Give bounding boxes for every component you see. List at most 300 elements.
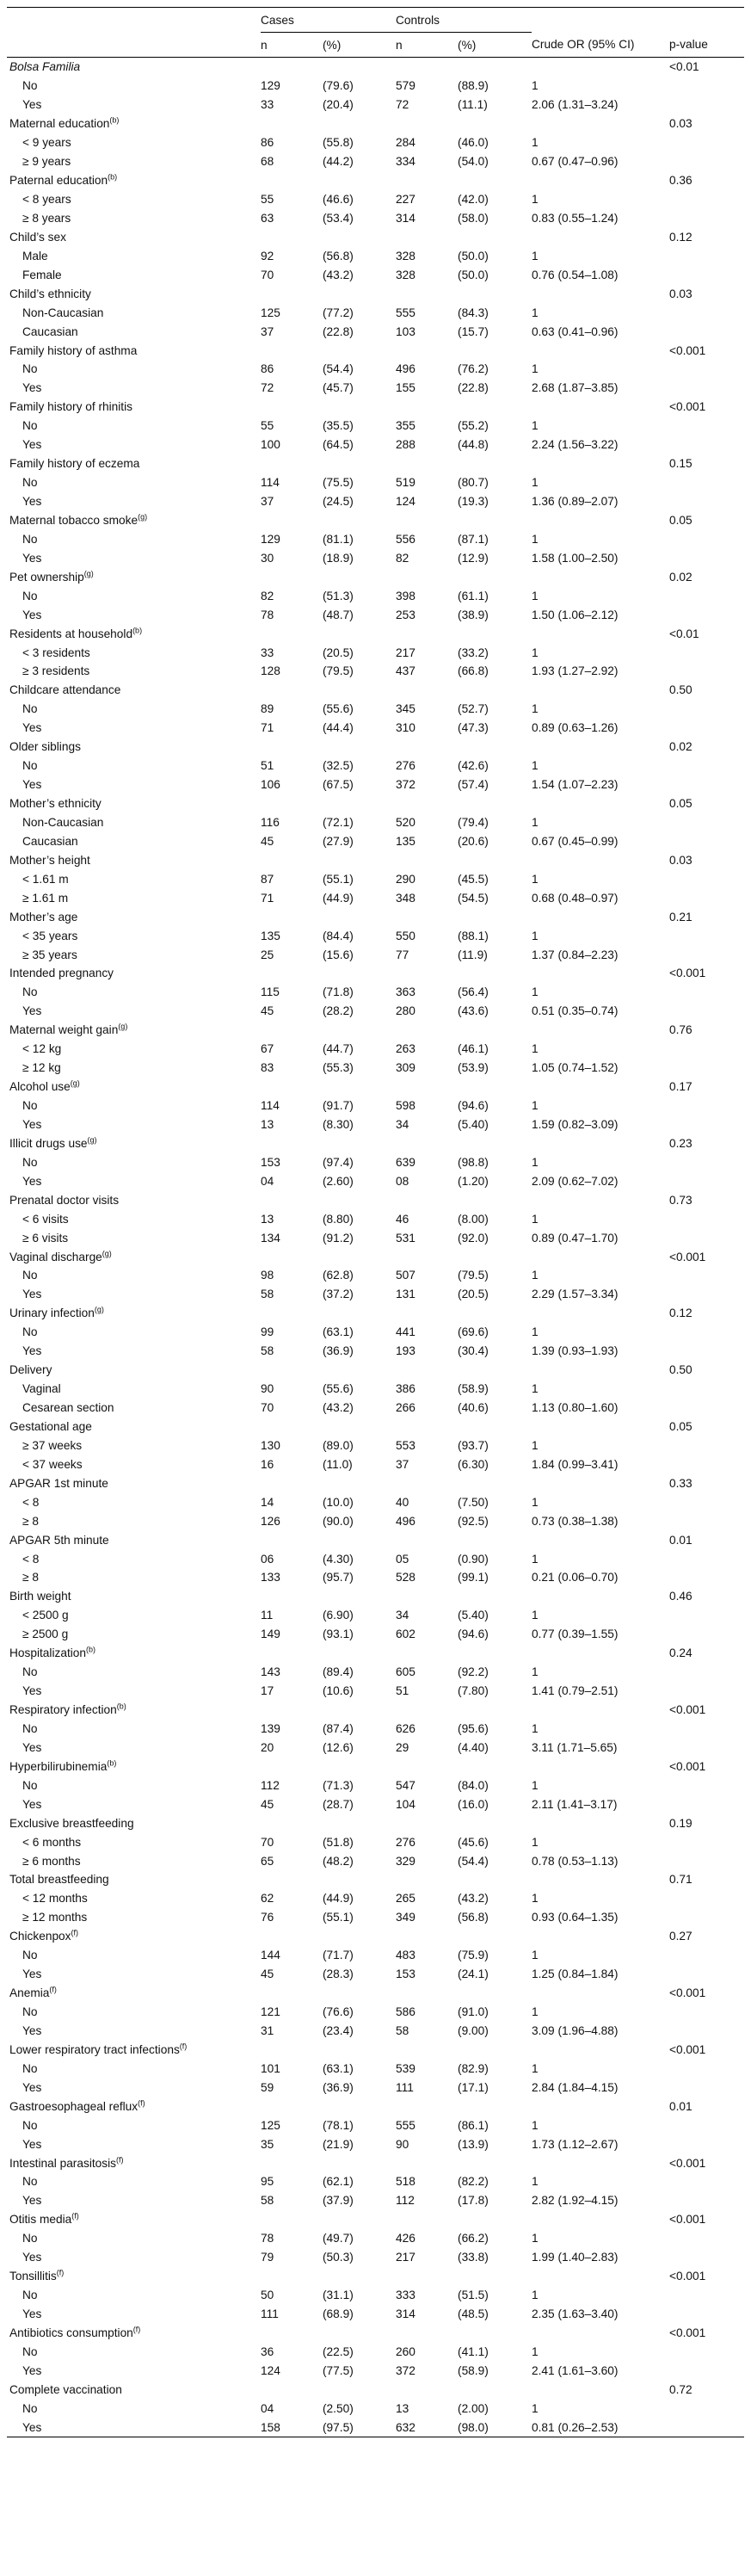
cases-n-cell: 25 — [261, 948, 274, 961]
empty-cell — [396, 2267, 458, 2286]
level-label: Cesarean section — [22, 1401, 114, 1415]
cases-pct-cell: (28.2) — [323, 1004, 354, 1018]
pvalue-cell: 0.03 — [669, 287, 693, 300]
level-row — [7, 1568, 744, 1587]
level-label: Yes — [22, 1797, 42, 1811]
empty-cell — [261, 1473, 323, 1492]
crude-or-cell: 2.41 (1.61–3.60) — [532, 2363, 619, 2377]
variable-name: Complete vaccination — [9, 2382, 122, 2396]
variable-name: Hyperbilirubinemia — [9, 1759, 108, 1773]
empty-cell — [532, 1021, 669, 1040]
cases-pct-cell: (44.4) — [323, 721, 354, 735]
crude-or-cell: 1 — [532, 249, 539, 263]
level-label: < 37 weeks — [22, 1457, 83, 1471]
crude-or-cell: 1.50 (1.06–2.12) — [532, 608, 619, 621]
empty-cell — [396, 2153, 458, 2172]
cases-pct-cell: (44.9) — [323, 1892, 354, 1906]
controls-n-cell: 193 — [396, 1344, 416, 1358]
pvalue-cell: <0.001 — [669, 1759, 706, 1773]
cases-n-cell: 33 — [261, 646, 274, 659]
level-row — [7, 2229, 744, 2248]
variable-name: Intestinal parasitosis — [9, 2156, 117, 2170]
empty-cell — [323, 2324, 396, 2343]
level-label: Yes — [22, 98, 42, 112]
cases-n-cell: 36 — [261, 2344, 274, 2358]
controls-n-cell: 314 — [396, 211, 416, 225]
controls-pct-cell: (48.5) — [458, 2307, 489, 2321]
cases-n-cell: 95 — [261, 2175, 274, 2189]
cases-n-cell: 82 — [261, 589, 274, 602]
controls-n-cell: 77 — [396, 948, 409, 961]
controls-n-cell: 496 — [396, 1514, 416, 1528]
cases-n-cell: 124 — [261, 2363, 280, 2377]
empty-cell — [532, 681, 669, 700]
crude-or-cell: 1 — [532, 1665, 539, 1679]
crude-or-cell: 1 — [532, 1212, 539, 1226]
pvalue-cell — [669, 77, 744, 96]
level-label: Caucasian — [22, 834, 78, 848]
empty-cell — [323, 681, 396, 700]
pvalue-cell — [669, 2172, 744, 2191]
pvalue-cell: <0.001 — [669, 1703, 706, 1717]
variable-label — [7, 2153, 261, 2172]
level-label: No — [22, 2005, 38, 2019]
controls-pct-cell: (75.9) — [458, 1949, 489, 1962]
level-label: ≥ 8 — [22, 1571, 39, 1585]
empty-cell — [458, 2040, 532, 2059]
pvalue-cell — [669, 1492, 744, 1511]
controls-pct-cell: (20.6) — [458, 834, 489, 848]
level-label: No — [22, 1778, 38, 1792]
controls-pct-cell: (54.5) — [458, 891, 489, 905]
controls-pct-cell: (45.6) — [458, 1835, 489, 1849]
controls-n-cell: 328 — [396, 249, 416, 263]
cases-pct-cell: (93.1) — [323, 1628, 354, 1641]
header-controls-pct: (%) — [458, 33, 532, 58]
empty-cell — [261, 1190, 323, 1209]
empty-cell — [532, 1247, 669, 1266]
controls-n-cell: 496 — [396, 362, 416, 376]
controls-n-cell: 348 — [396, 891, 416, 905]
crude-or-cell: 1 — [532, 2005, 539, 2019]
controls-n-cell: 227 — [396, 193, 416, 207]
empty-cell — [396, 2210, 458, 2229]
controls-pct-cell: (42.0) — [458, 193, 489, 207]
pvalue-cell — [669, 360, 744, 379]
pvalue-cell — [669, 662, 744, 681]
empty-cell — [261, 2324, 323, 2343]
controls-n-cell: 280 — [396, 1004, 416, 1018]
variable-row — [7, 398, 744, 417]
empty-cell — [323, 1757, 396, 1776]
controls-pct-cell: (30.4) — [458, 1344, 489, 1358]
empty-cell — [396, 1361, 458, 1380]
crude-or-cell: 0.73 (0.38–1.38) — [532, 1514, 619, 1528]
level-row — [7, 2022, 744, 2041]
empty-cell — [532, 398, 669, 417]
empty-cell — [396, 567, 458, 586]
level-row — [7, 1492, 744, 1511]
variable-label — [7, 2040, 261, 2059]
cases-pct-cell: (44.9) — [323, 891, 354, 905]
variable-name: Prenatal doctor visits — [9, 1193, 120, 1207]
controls-n-cell: 441 — [396, 1325, 416, 1339]
controls-pct-cell: (50.0) — [458, 268, 489, 281]
cases-pct-cell: (46.6) — [323, 193, 354, 207]
empty-cell — [323, 1644, 396, 1663]
empty-cell — [458, 850, 532, 869]
variable-row — [7, 738, 744, 757]
cases-pct-cell: (2.50) — [323, 2401, 354, 2415]
variable-name: Gestational age — [9, 1419, 92, 1433]
variable-label — [7, 624, 261, 643]
variable-name: Older siblings — [9, 740, 81, 754]
cases-pct-cell: (4.30) — [323, 1552, 354, 1566]
empty-cell — [323, 398, 396, 417]
level-label: Yes — [7, 2418, 261, 2437]
crude-or-cell: 0.21 (0.06–0.70) — [532, 1571, 619, 1585]
cases-pct-cell: (20.5) — [323, 646, 354, 659]
variable-label — [7, 1813, 261, 1832]
empty-cell — [532, 1078, 669, 1096]
controls-pct-cell: (4.40) — [458, 1740, 489, 1754]
controls-n-cell: 547 — [396, 1778, 416, 1792]
cases-pct-cell: (32.5) — [323, 759, 354, 773]
pvalue-cell — [669, 643, 744, 662]
crude-or-cell: 1 — [532, 306, 539, 319]
controls-n-cell: 51 — [396, 1684, 409, 1698]
empty-cell — [323, 1304, 396, 1323]
controls-n-cell: 349 — [396, 1911, 416, 1924]
crude-or-cell: 1 — [532, 2118, 539, 2132]
level-row — [7, 152, 744, 171]
variable-row — [7, 1304, 744, 1323]
controls-pct-cell: (88.1) — [458, 929, 489, 942]
controls-pct-cell: (66.2) — [458, 2232, 489, 2246]
pvalue-cell: 0.46 — [669, 1590, 693, 1603]
level-row — [7, 379, 744, 398]
crude-or-cell: 1 — [532, 759, 539, 773]
cases-n-cell: 76 — [261, 1911, 274, 1924]
header-crude-or: Crude OR (95% CI) — [532, 33, 669, 58]
crude-or-cell: 1 — [532, 1099, 539, 1113]
variable-name: APGAR 5th minute — [9, 1533, 109, 1547]
level-row — [7, 436, 744, 454]
empty-cell — [396, 794, 458, 813]
variable-label — [7, 1927, 261, 1946]
empty-cell — [261, 454, 323, 473]
empty-cell — [458, 1473, 532, 1492]
controls-n-cell: 104 — [396, 1797, 416, 1811]
level-row — [7, 1720, 744, 1739]
crude-or-cell: 2.35 (1.63–3.40) — [532, 2307, 619, 2321]
cases-pct-cell: (15.6) — [323, 948, 354, 961]
level-label: < 8 — [22, 1495, 40, 1509]
controls-pct-cell: (94.6) — [458, 1628, 489, 1641]
empty-cell — [458, 58, 532, 77]
pvalue-cell — [669, 945, 744, 964]
empty-cell — [458, 1361, 532, 1380]
cases-n-cell: 86 — [261, 362, 274, 376]
cases-n-cell: 139 — [261, 1721, 280, 1735]
empty-cell — [532, 794, 669, 813]
empty-cell — [458, 171, 532, 190]
crude-or-cell: 1 — [532, 476, 539, 490]
controls-n-cell: 290 — [396, 872, 416, 886]
pvalue-cell — [669, 96, 744, 114]
crude-or-cell: 1 — [532, 1552, 539, 1566]
cases-n-cell: 70 — [261, 1401, 274, 1415]
cases-n-cell: 106 — [261, 778, 280, 792]
cases-n-cell: 62 — [261, 1892, 274, 1906]
pvalue-cell — [669, 2116, 744, 2134]
variable-row — [7, 2040, 744, 2059]
crude-or-cell: 0.77 (0.39–1.55) — [532, 1628, 619, 1641]
pvalue-cell: 0.36 — [669, 174, 693, 188]
cases-pct-cell: (36.9) — [323, 1344, 354, 1358]
empty-cell — [532, 227, 669, 246]
cases-pct-cell: (23.4) — [323, 2023, 354, 2037]
crude-or-cell: 1.84 (0.99–3.41) — [532, 1457, 619, 1471]
variable-name: Paternal education — [9, 174, 108, 188]
controls-pct-cell: (52.7) — [458, 702, 489, 716]
empty-cell — [323, 1361, 396, 1380]
level-label: Non-Caucasian — [22, 815, 104, 829]
variable-row — [7, 794, 744, 813]
controls-pct-cell: (42.6) — [458, 759, 489, 773]
variable-name: Exclusive breastfeeding — [9, 1816, 134, 1830]
controls-pct-cell: (11.1) — [458, 98, 488, 112]
level-row — [7, 265, 744, 284]
controls-n-cell: 555 — [396, 2118, 416, 2132]
cases-n-cell: 114 — [261, 1099, 280, 1113]
empty-cell — [396, 2097, 458, 2116]
variable-row — [7, 1870, 744, 1889]
cases-pct-cell: (62.8) — [323, 1269, 354, 1282]
level-label: Caucasian — [22, 324, 78, 338]
empty-cell — [458, 1190, 532, 1209]
crude-or-cell: 1 — [532, 702, 539, 716]
variable-label — [7, 2210, 261, 2229]
controls-pct-cell: (7.80) — [458, 1684, 489, 1698]
variable-row — [7, 511, 744, 530]
level-label: No — [22, 2061, 38, 2075]
variable-label — [7, 850, 261, 869]
pvalue-cell — [669, 1323, 744, 1342]
cases-n-cell: 35 — [261, 2137, 274, 2151]
crude-or-cell: 1 — [532, 1382, 539, 1396]
cases-pct-cell: (71.8) — [323, 985, 354, 999]
empty-cell — [261, 1304, 323, 1323]
controls-pct-cell: (56.8) — [458, 1911, 489, 1924]
cases-n-cell: 121 — [261, 2005, 280, 2019]
empty-cell — [458, 624, 532, 643]
variable-name: Vaginal discharge — [9, 1250, 102, 1263]
controls-pct-cell: (16.0) — [458, 1797, 489, 1811]
controls-n-cell: 345 — [396, 702, 416, 716]
crude-or-cell: 0.76 (0.54–1.08) — [532, 268, 619, 281]
level-row — [7, 831, 744, 850]
crude-or-cell: 2.11 (1.41–3.17) — [532, 1797, 618, 1811]
level-row — [7, 303, 744, 322]
level-row — [7, 2134, 744, 2153]
level-row — [7, 77, 744, 96]
cases-pct-cell: (63.1) — [323, 1325, 354, 1339]
empty-cell — [261, 1021, 323, 1040]
cases-pct-cell: (91.2) — [323, 1231, 354, 1245]
crude-or-cell: 0.68 (0.48–0.97) — [532, 891, 619, 905]
variable-label — [7, 1701, 261, 1720]
table-header — [7, 8, 744, 58]
empty-cell — [261, 2267, 323, 2286]
controls-n-cell: 483 — [396, 1949, 416, 1962]
pvalue-cell: <0.01 — [669, 60, 699, 74]
empty-cell — [323, 1190, 396, 1209]
variable-name: Birth weight — [9, 1590, 71, 1603]
empty-cell — [532, 2267, 669, 2286]
footnote-marker: (f) — [71, 2211, 79, 2221]
level-label: < 1.61 m — [22, 872, 69, 886]
empty-cell — [396, 1757, 458, 1776]
variable-label — [7, 1361, 261, 1380]
empty-cell — [458, 907, 532, 926]
level-row — [7, 757, 744, 775]
controls-n-cell: 72 — [396, 98, 409, 112]
level-row — [7, 2172, 744, 2191]
cases-n-cell: 133 — [261, 1571, 280, 1585]
level-row — [7, 605, 744, 624]
controls-pct-cell: (98.0) — [458, 2418, 532, 2437]
crude-or-cell: 2.24 (1.56–3.22) — [532, 438, 619, 452]
variable-label — [7, 1078, 261, 1096]
variable-name: Tonsillitis — [9, 2270, 57, 2283]
pvalue-cell — [669, 1908, 744, 1927]
pvalue-cell — [669, 417, 744, 436]
level-row — [7, 1549, 744, 1568]
variable-label — [7, 171, 261, 190]
level-row — [7, 1663, 744, 1682]
pvalue-cell: 0.21 — [669, 910, 693, 924]
empty-cell — [458, 794, 532, 813]
variable-row — [7, 1247, 744, 1266]
header-cases-pct: (%) — [323, 33, 396, 58]
variable-name: Maternal tobacco smoke — [9, 513, 139, 527]
variable-row — [7, 567, 744, 586]
controls-pct-cell: (87.1) — [458, 532, 489, 546]
controls-pct-cell: (94.6) — [458, 1099, 489, 1113]
pvalue-cell: 0.02 — [669, 740, 693, 754]
cases-pct-cell: (97.5) — [323, 2418, 396, 2437]
level-label: < 12 months — [22, 1892, 88, 1906]
empty-cell — [458, 1701, 532, 1720]
cases-pct-cell: (8.30) — [323, 1117, 354, 1131]
cases-pct-cell: (2.60) — [323, 1174, 354, 1188]
empty-cell — [396, 1984, 458, 2003]
variable-row — [7, 1701, 744, 1720]
level-label: No — [22, 1325, 38, 1339]
empty-cell — [323, 2380, 396, 2399]
pvalue-cell — [669, 1606, 744, 1625]
level-label: < 9 years — [22, 136, 71, 150]
empty-cell — [396, 738, 458, 757]
empty-cell — [532, 511, 669, 530]
pvalue-cell — [669, 1511, 744, 1530]
crude-or-cell: 1 — [532, 1269, 539, 1282]
crude-or-cell: 0.93 (0.64–1.35) — [532, 1911, 619, 1924]
cases-n-cell: 45 — [261, 1797, 274, 1811]
level-label: Yes — [22, 778, 42, 792]
cases-n-cell: 70 — [261, 1835, 274, 1849]
empty-cell — [458, 964, 532, 983]
pvalue-cell — [669, 926, 744, 945]
level-label: No — [22, 589, 38, 602]
level-label: < 2500 g — [22, 1609, 69, 1622]
cases-pct-cell: (10.0) — [323, 1495, 354, 1509]
controls-pct-cell: (8.00) — [458, 1212, 489, 1226]
footnote-marker: (g) — [87, 1135, 97, 1145]
level-row — [7, 1399, 744, 1418]
level-label: Female — [22, 268, 62, 281]
cases-pct-cell: (8.80) — [323, 1212, 354, 1226]
level-row — [7, 2361, 744, 2380]
cases-pct-cell: (84.4) — [323, 929, 354, 942]
empty-cell — [532, 964, 669, 983]
level-label: Yes — [22, 1740, 42, 1754]
empty-cell — [532, 1701, 669, 1720]
variable-label — [7, 1134, 261, 1152]
empty-cell — [261, 850, 323, 869]
empty-cell — [396, 1870, 458, 1889]
level-label: No — [22, 79, 38, 93]
level-row — [7, 1889, 744, 1908]
cases-pct-cell: (36.9) — [323, 2080, 354, 2094]
crude-or-cell: 0.63 (0.41–0.96) — [532, 324, 619, 338]
cases-n-cell: 51 — [261, 759, 274, 773]
level-label: < 6 visits — [22, 1212, 69, 1226]
level-row — [7, 1152, 744, 1171]
cases-pct-cell: (89.4) — [323, 1665, 354, 1679]
header-cases: Cases — [261, 8, 396, 33]
empty-cell — [458, 2097, 532, 2116]
cases-pct-cell: (43.2) — [323, 268, 354, 281]
variable-label — [7, 1473, 261, 1492]
empty-cell — [396, 227, 458, 246]
empty-cell — [323, 907, 396, 926]
variable-label — [7, 284, 261, 303]
controls-n-cell: 520 — [396, 815, 416, 829]
pvalue-cell: 0.03 — [669, 117, 693, 131]
empty-cell — [261, 511, 323, 530]
empty-cell — [323, 341, 396, 360]
empty-cell — [323, 227, 396, 246]
pvalue-cell: 0.50 — [669, 683, 693, 697]
cases-pct-cell: (54.4) — [323, 362, 354, 376]
variable-label — [7, 1870, 261, 1889]
empty-cell — [323, 511, 396, 530]
empty-cell — [261, 2210, 323, 2229]
cases-n-cell: 83 — [261, 1061, 274, 1075]
variable-label — [7, 794, 261, 813]
empty-cell — [261, 1587, 323, 1606]
level-row — [7, 1776, 744, 1795]
variable-row — [7, 1418, 744, 1436]
pvalue-cell: 0.15 — [669, 457, 693, 471]
cases-n-cell: 65 — [261, 1854, 274, 1868]
controls-n-cell: 135 — [396, 834, 416, 848]
empty-cell — [458, 2324, 532, 2343]
cases-n-cell: 135 — [261, 929, 280, 942]
controls-n-cell: 34 — [396, 1117, 409, 1131]
